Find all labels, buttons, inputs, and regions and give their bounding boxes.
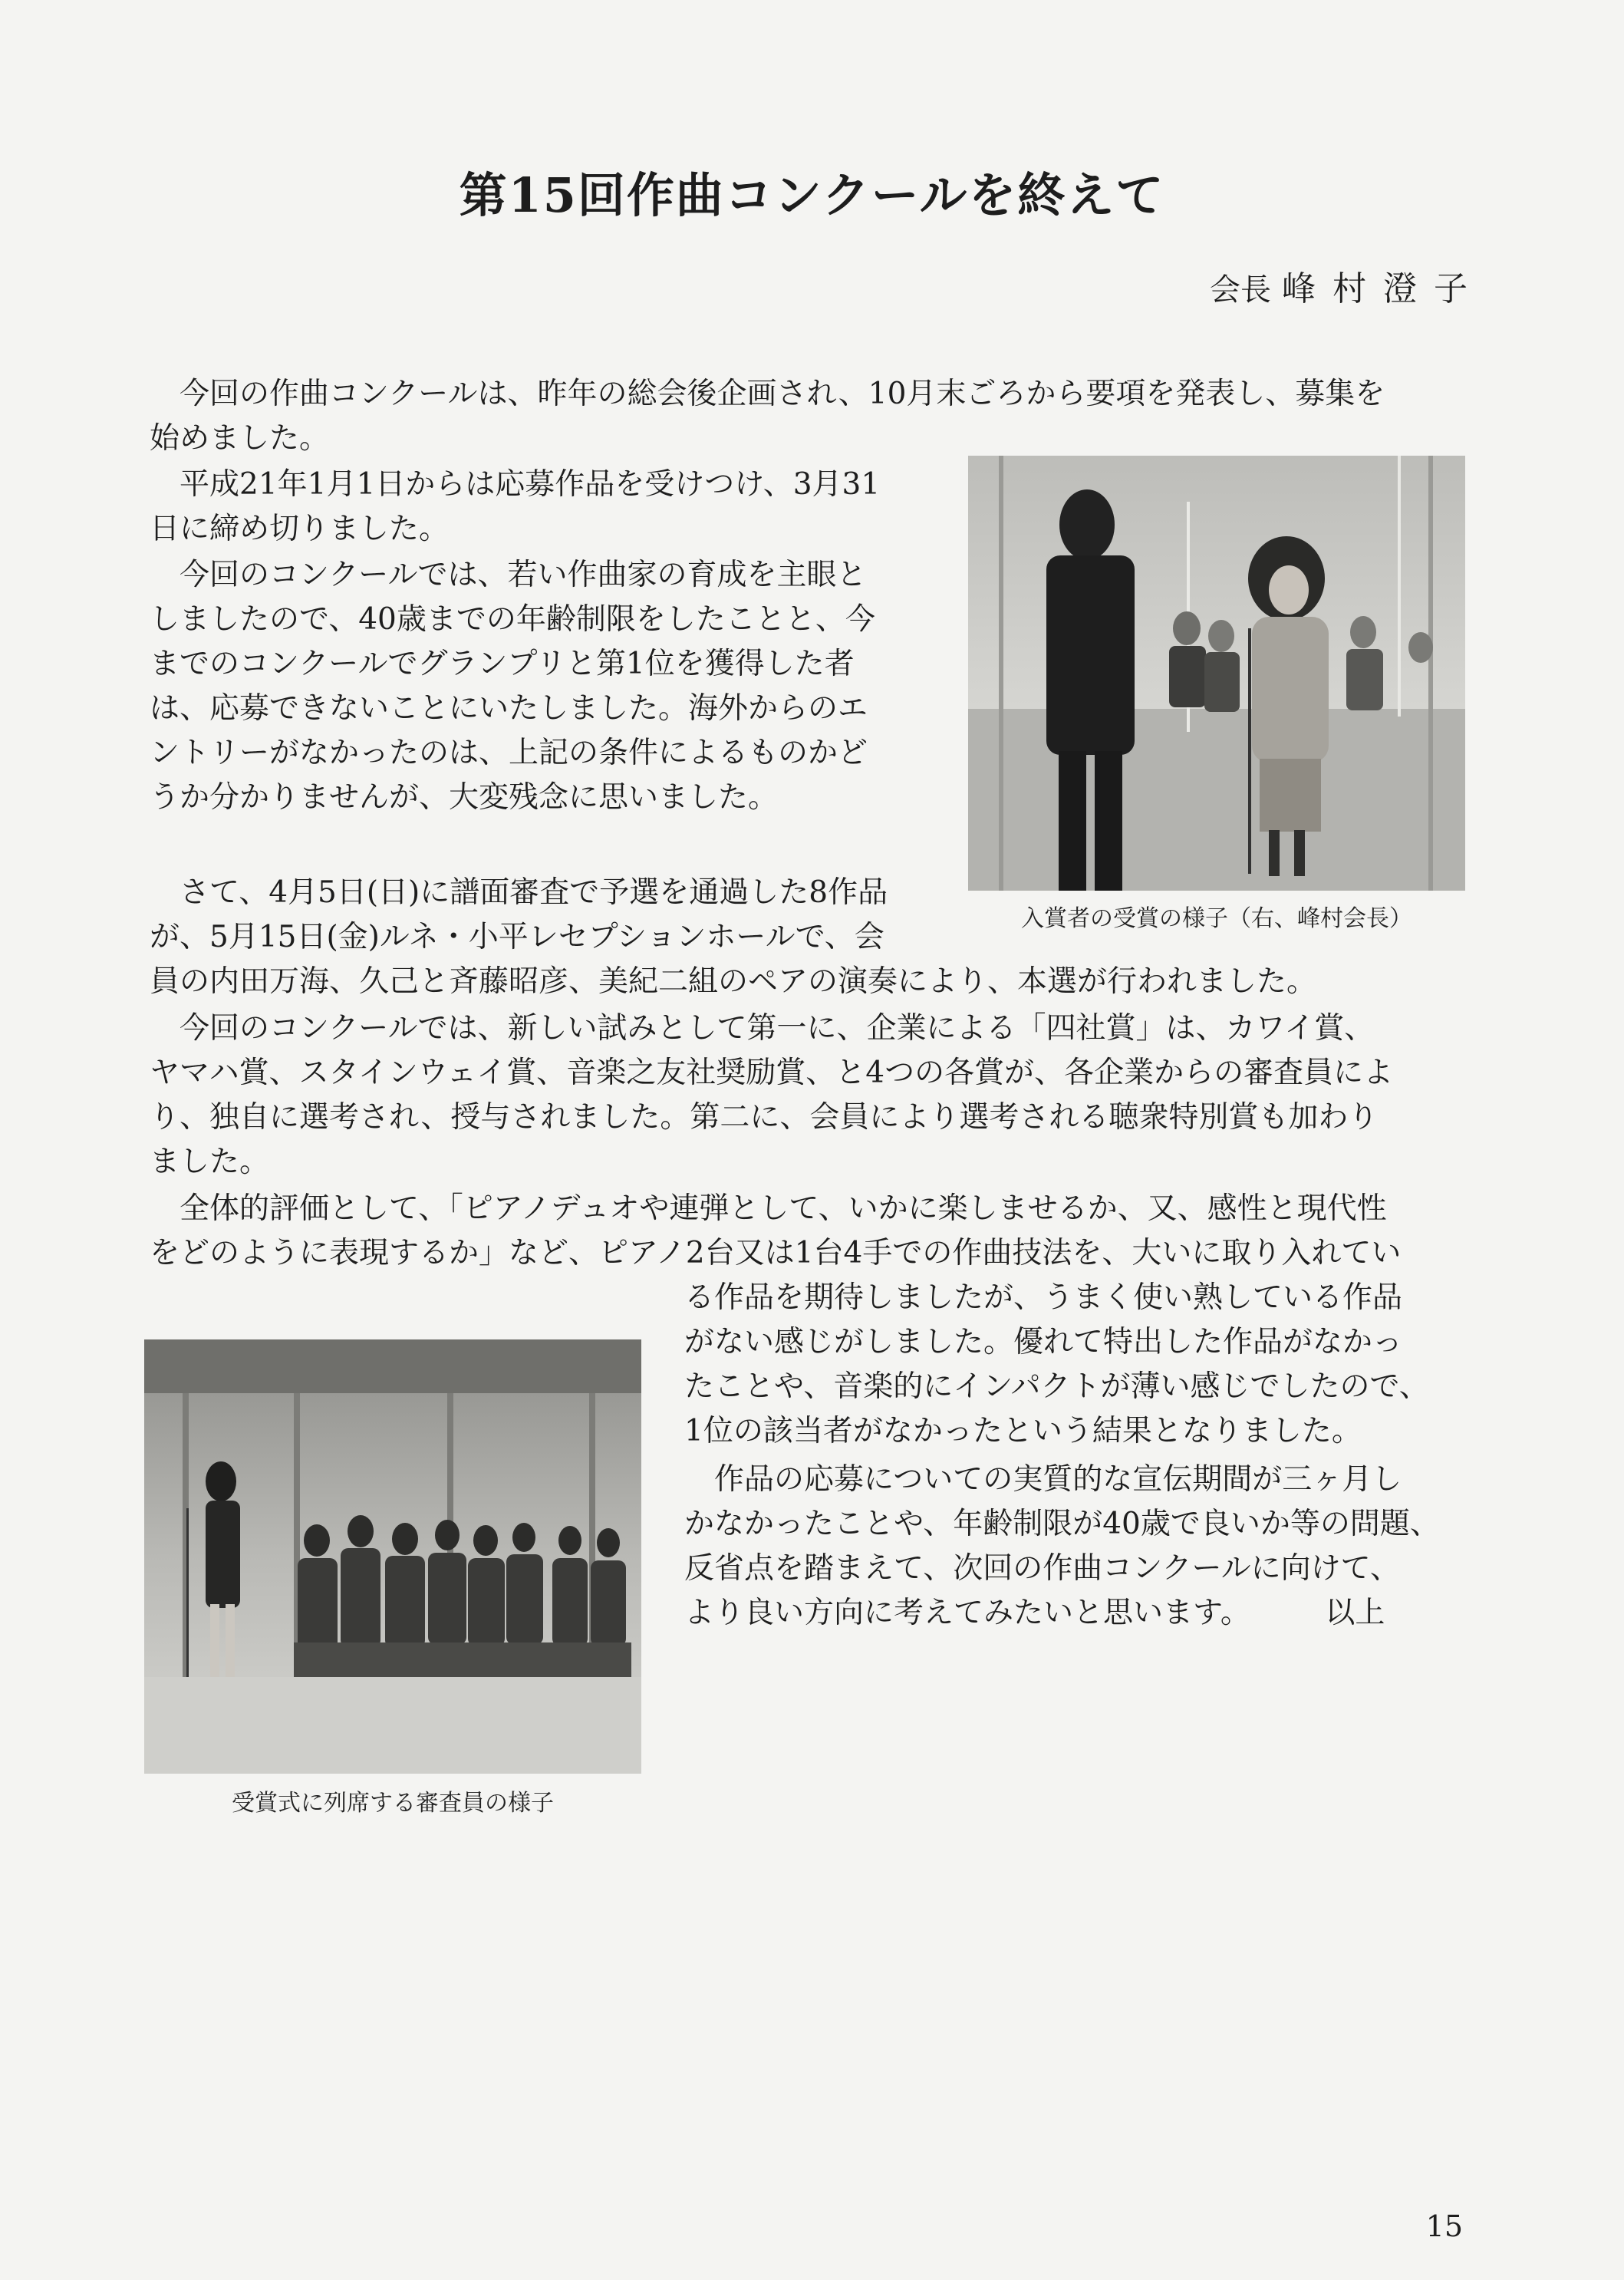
author-name: 峰 村 澄 子 [1282, 269, 1471, 308]
paragraph-7 [684, 1458, 1440, 1636]
paragraph-4 [150, 871, 1316, 1004]
text-line: より良い方向に考えてみたいと思います。 以上 [684, 1596, 1385, 1630]
text-line: たことや、音楽的にインパクトが薄い感じでしたので、 [684, 1369, 1429, 1404]
photo-caption-2: 受賞式に列席する審査員の様子 [232, 1790, 554, 1817]
judges-image [144, 1339, 641, 1774]
author-line [1210, 261, 1471, 310]
photo-caption-1: 入賞者の受賞の様子（右、峰村会長） [1021, 905, 1412, 932]
paragraph-5 [150, 1007, 1393, 1184]
author-role: 会長 [1210, 272, 1272, 308]
paragraph-3 [150, 553, 875, 820]
paragraph-1 [150, 372, 1465, 461]
page-number: 15 [1425, 2209, 1463, 2243]
text-line: 日に締め切りました。 [150, 512, 450, 546]
text-line: 作品の応募についての実質的な宣伝期間が三ヶ月し [714, 1462, 1402, 1497]
text-line: ヤマハ賞、スタインウェイ賞、音楽之友社奨励賞、と4つの各賞が、各企業からの審査員によ [150, 1056, 1394, 1090]
text-line: 今回のコンクールでは、新しい試みとして第一に、企業による「四社賞」は、カワイ賞、 [180, 1011, 1375, 1046]
text-line: 平成21年1月1日からは応募作品を受けつけ、3月31 [180, 467, 881, 502]
text-line: ントリーがなかったのは、上記の条件によるものかど [150, 736, 868, 770]
text-line: をどのように表現するか」など、ピアノ2台又は1台4手での作曲技法を、大いに取り入れてい [150, 1236, 1402, 1270]
text-line: が、5月15日(金)ルネ・小平レセプションホールで、会 [150, 920, 884, 954]
article-title: 第15回作曲コンクールを終えて [459, 167, 1165, 223]
text-line: り、独自に選考され、授与されました。第二に、会員により選考される聴衆特別賞も加わり [150, 1100, 1379, 1135]
text-line: うか分かりませんが、大変残念に思いました。 [150, 780, 779, 815]
text-line: 員の内田万海、久己と斉藤昭彦、美紀二組のペアの演奏により、本選が行われました。 [150, 964, 1317, 999]
text-line: ました。 [150, 1145, 270, 1179]
text-line: までのコンクールでグランプリと第1位を獲得した者 [150, 647, 855, 681]
text-line: さて、4月5日(日)に譜面審査で予選を通過した8作品 [180, 875, 888, 910]
text-line: しましたので、40歳までの年齢制限をしたことと、今 [150, 602, 875, 637]
text-line: る作品を期待しましたが、うまく使い熟している作品 [684, 1280, 1403, 1315]
text-line: かなかったことや、年齢制限が40歳で良いか等の問題、 [684, 1507, 1440, 1541]
text-line: 全体的評価として、「ピアノデュオや連弾として、いかに楽しませるか、又、感性と現代性 [180, 1191, 1387, 1226]
text-line: 今回の作曲コンクールは、昨年の総会後企画され、10月末ごろから要項を発表し、募集を [180, 377, 1385, 411]
paragraph-2 [150, 463, 880, 552]
award-ceremony-photo [968, 456, 1465, 891]
award-ceremony-image [968, 456, 1465, 891]
text-line: 1位の該当者がなかったという結果となりました。 [684, 1414, 1362, 1448]
judges-photo [144, 1339, 641, 1774]
text-line: がない感じがしました。優れて特出した作品がなかっ [684, 1325, 1403, 1359]
text-line: 反省点を踏まえて、次回の作曲コンクールに向けて、 [684, 1551, 1400, 1586]
text-line: 始めました。 [150, 421, 330, 456]
text-line: は、応募できないことにいたしました。海外からのエ [150, 691, 868, 726]
text-line: 今回のコンクールでは、若い作曲家の育成を主眼と [180, 558, 867, 592]
